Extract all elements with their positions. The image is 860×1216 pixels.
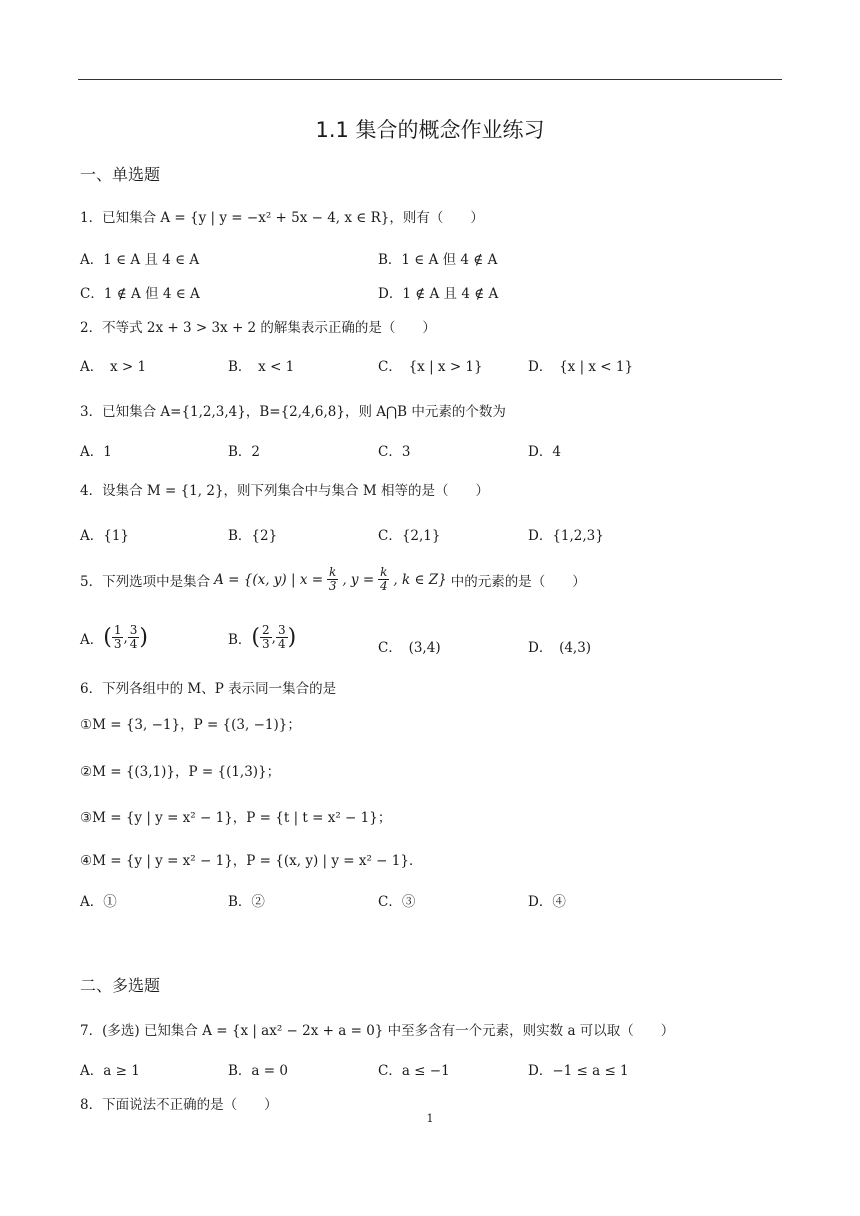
question-7-option-a: A．a ≥ 1	[80, 1063, 140, 1079]
section-heading-multiple-choice: 二、多选题	[80, 976, 161, 995]
question-5-set-left: A = {(x, y) | x =	[214, 571, 324, 588]
question-2-text: 2．不等式 2x + 3 > 3x + 2 的解集表示正确的是（ ）	[80, 320, 436, 336]
question-2-option-a: A． x > 1	[80, 359, 147, 375]
right-paren: )	[139, 625, 149, 650]
question-1-option-d: D．1 ∉ A 且 4 ∉ A	[378, 286, 499, 302]
question-3-option-b: B．2	[228, 444, 261, 460]
fraction-a-2	[128, 624, 140, 651]
question-4-option-b: B．{2}	[228, 528, 278, 544]
question-5-prefix: 5．下列选项中是集合	[80, 573, 211, 590]
page-number: 1	[426, 1112, 434, 1125]
numerator: k	[329, 565, 337, 579]
denominator: 3	[328, 579, 337, 593]
question-6-item-1: ①M = {3, −1}，P = {(3, −1)}；	[80, 717, 301, 733]
comma: ,	[123, 629, 128, 646]
question-5-text	[80, 566, 586, 593]
question-1-option-c: C．1 ∉ A 但 4 ∈ A	[80, 286, 200, 302]
denominator: 4	[277, 637, 286, 651]
comma: ,	[271, 629, 276, 646]
question-5-option-a	[80, 624, 148, 651]
question-6-item-2: ②M = {(3,1)}，P = {(1,3)}；	[80, 764, 281, 780]
question-6-option-b: B．②	[228, 894, 265, 910]
question-7-text: 7．(多选) 已知集合 A = {x | ax² − 2x + a = 0} 中至多含有一个元素，则实数 a 可以取（ ）	[80, 1023, 675, 1039]
question-6-option-c: C．③	[378, 894, 416, 910]
numerator: 3	[277, 623, 286, 637]
question-7-option-b: B．a = 0	[228, 1063, 288, 1079]
page-title: 1.1 集合的概念作业练习	[315, 118, 545, 142]
question-6-item-4: ④M = {y | y = x² − 1}，P = {(x, y) | y = x² − 1}．	[80, 853, 423, 869]
question-1-option-a: A．1 ∈ A 且 4 ∈ A	[80, 252, 200, 268]
question-7-option-d: D．−1 ≤ a ≤ 1	[528, 1063, 629, 1079]
fraction-k-over-4	[378, 566, 389, 593]
question-8-text: 8．下面说法不正确的是（ ）	[80, 1097, 278, 1113]
numerator: 3	[129, 623, 138, 637]
question-2-option-d: D． {x | x < 1}	[528, 359, 634, 375]
fraction-b-2	[276, 624, 288, 651]
option-label: B．	[228, 631, 252, 648]
left-paren: (	[103, 625, 112, 650]
numerator: 2	[262, 623, 270, 637]
question-3-option-c: C．3	[378, 444, 411, 460]
question-3-option-d: D．4	[528, 444, 561, 460]
denominator: 3	[113, 637, 122, 651]
question-5-option-c: C． (3,4)	[378, 640, 441, 656]
question-5-option-b	[228, 624, 296, 651]
numerator: k	[380, 565, 388, 579]
question-6-option-d: D．④	[528, 894, 566, 910]
fraction-b-1	[260, 624, 272, 651]
question-1-text: 1．已知集合 A = {y | y = −x² + 5x − 4, x ∈ R}，则有（ ）	[80, 210, 484, 226]
right-paren: )	[287, 625, 297, 650]
question-5-option-d: D． (4,3)	[528, 640, 592, 656]
question-5-set-right: , k ∈ Z}	[393, 571, 447, 588]
question-3-text: 3．已知集合 A={1,2,3,4}，B={2,4,6,8}，则 A⋂B 中元素的个数为	[80, 404, 506, 420]
question-4-option-a: A．{1}	[80, 528, 130, 544]
question-4-option-d: D．{1,2,3}	[528, 528, 604, 544]
section-heading-single-choice: 一、单选题	[80, 165, 161, 184]
question-7-option-c: C．a ≤ −1	[378, 1063, 450, 1079]
header-rule	[78, 79, 782, 80]
numerator: 1	[113, 623, 122, 637]
question-3-option-a: A．1	[80, 444, 112, 460]
left-paren: (	[251, 625, 261, 650]
question-2-option-b: B． x < 1	[228, 359, 295, 375]
question-4-text: 4．设集合 M = {1, 2}，则下列集合中与集合 M 相等的是（ ）	[80, 483, 489, 499]
question-5-suffix: 中的元素的是（ ）	[450, 573, 586, 590]
denominator: 4	[129, 637, 138, 651]
option-label: A．	[80, 631, 104, 648]
question-5-mid: , y =	[342, 571, 375, 588]
denominator: 4	[379, 579, 388, 593]
question-1-option-b: B．1 ∈ A 但 4 ∉ A	[378, 252, 498, 268]
question-4-option-c: C．{2,1}	[378, 528, 441, 544]
fraction-k-over-3	[327, 566, 338, 593]
denominator: 3	[262, 637, 270, 651]
question-6-item-3: ③M = {y | y = x² − 1}，P = {t | t = x² − 1}；	[80, 810, 392, 826]
fraction-a-1	[112, 624, 124, 651]
question-2-option-c: C． {x | x > 1}	[378, 359, 483, 375]
question-6-option-a: A．①	[80, 894, 117, 910]
question-6-text: 6．下列各组中的 M、P 表示同一集合的是	[80, 681, 337, 697]
